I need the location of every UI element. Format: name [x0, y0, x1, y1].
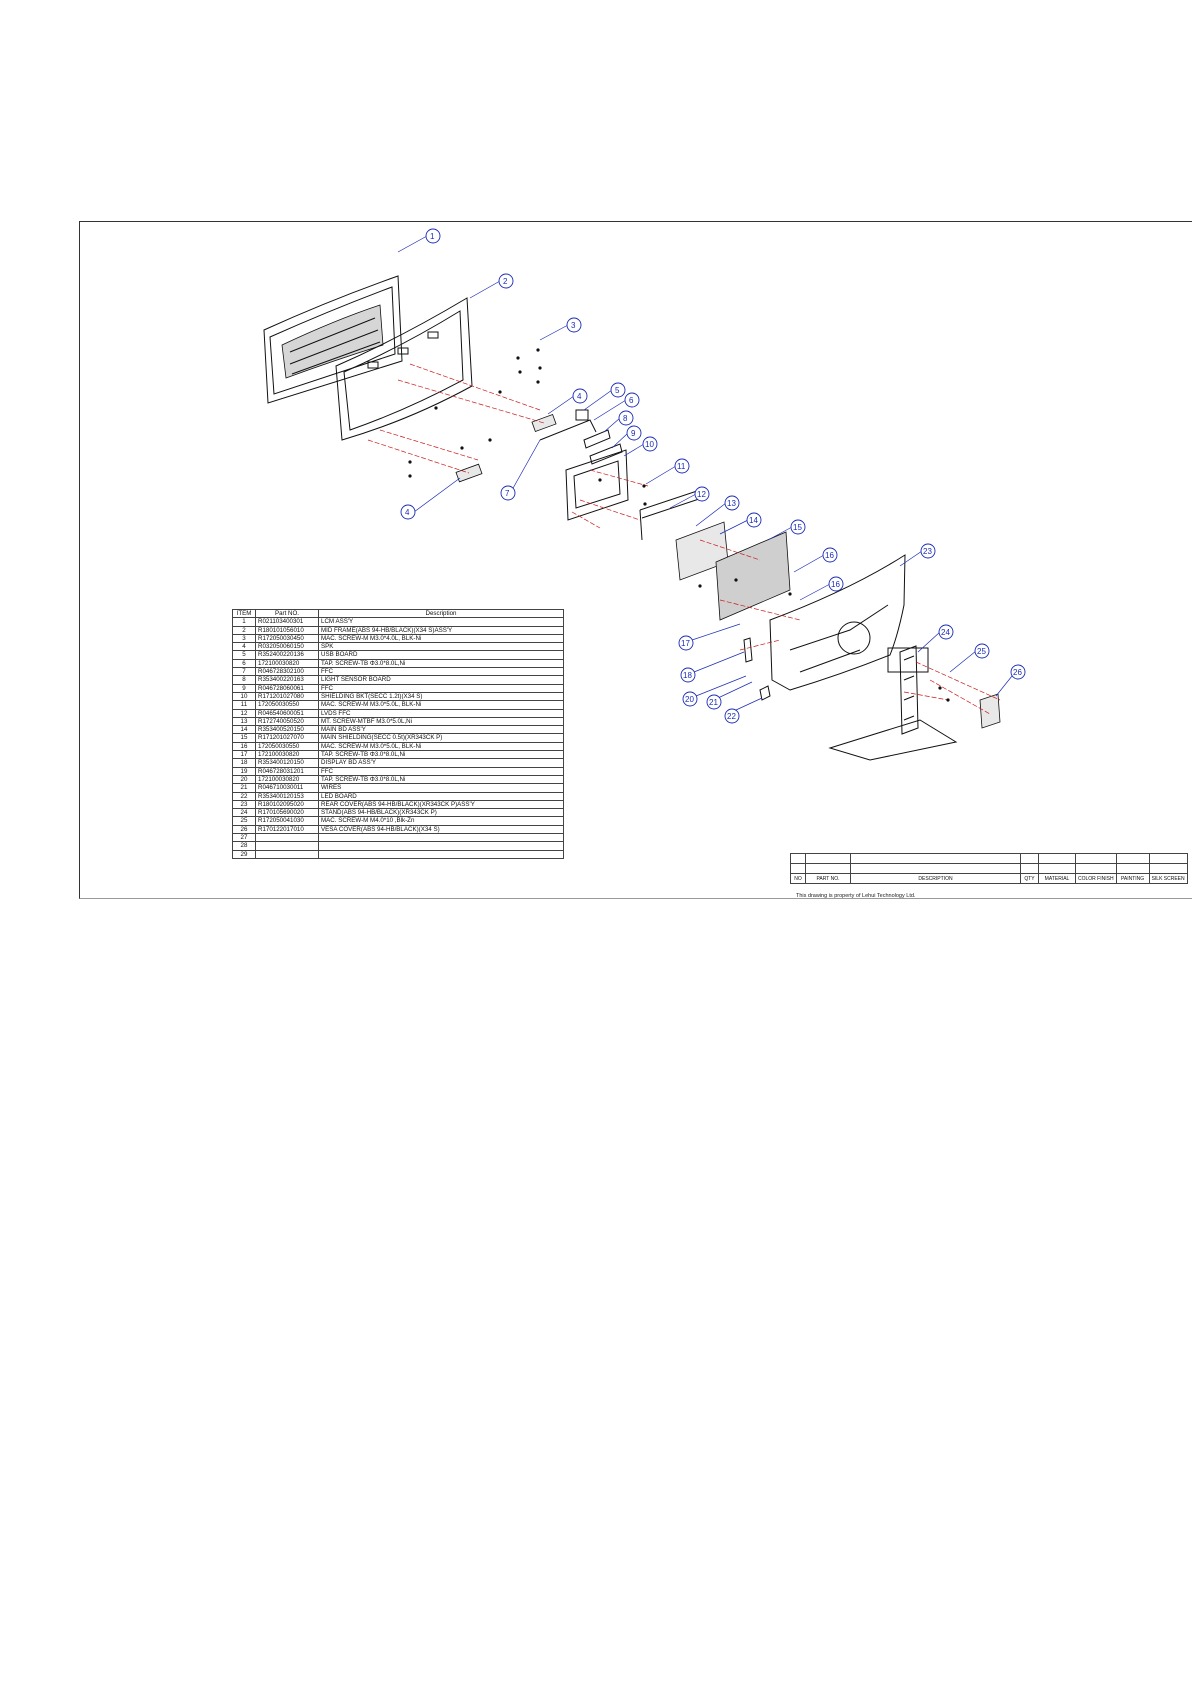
bom-description: MID FRAME(ABS 94-HB/BLACK)(X34 S)ASS'Y [319, 626, 564, 634]
bom-part-no: R353400520150 [256, 726, 319, 734]
svg-text:24: 24 [941, 628, 950, 637]
bom-part-no: R046728031201 [256, 767, 319, 775]
bom-item: 13 [233, 717, 256, 725]
svg-text:17: 17 [681, 639, 690, 648]
bom-row [233, 684, 564, 692]
svg-text:4: 4 [577, 392, 582, 401]
bom-row [233, 759, 564, 767]
bom-part-no: R046728060061 [256, 684, 319, 692]
bom-description: REAR COVER(ABS 94-HB/BLACK)(XR343CK P)ASS'Y [319, 800, 564, 808]
svg-text:2: 2 [503, 277, 508, 286]
bom-row [233, 834, 564, 842]
bom-description: MT. SCREW-MTBF M3.0*5.0L,Ni [319, 717, 564, 725]
callout-2 [470, 274, 513, 298]
svg-text:10: 10 [645, 440, 654, 449]
bom-description: MAC. SCREW-M M4.0*10 ,Blk-Zn [319, 817, 564, 825]
tb-color-finish: COLOR FINISH [1076, 874, 1117, 884]
bom-row [233, 709, 564, 717]
bom-row [233, 850, 564, 858]
bom-item: 28 [233, 842, 256, 850]
bom-row [233, 817, 564, 825]
bom-item: 25 [233, 817, 256, 825]
bom-part-no [256, 834, 319, 842]
bom-item: 9 [233, 684, 256, 692]
title-block-header [791, 874, 1188, 884]
svg-text:20: 20 [685, 695, 694, 704]
bom-row [233, 742, 564, 750]
bom-description: TAP. SCREW-TB Φ3.0*8.0L,Ni [319, 775, 564, 783]
bom-row [233, 651, 564, 659]
bom-description: LVDS FFC [319, 709, 564, 717]
callout-17 [679, 624, 740, 650]
speaker-top [532, 415, 556, 432]
bom-part-no: R353400120150 [256, 759, 319, 767]
bom-row [233, 692, 564, 700]
bom-item: 19 [233, 767, 256, 775]
bom-part-no: R032050060150 [256, 643, 319, 651]
svg-text:18: 18 [683, 671, 692, 680]
bom-row [233, 701, 564, 709]
svg-text:11: 11 [677, 462, 686, 471]
bom-part-no: R046710030011 [256, 784, 319, 792]
bom-description: STAND(ABS 94-HB/BLACK)(XR343CK P) [319, 809, 564, 817]
bom-part-no: R046540600051 [256, 709, 319, 717]
bom-description [319, 834, 564, 842]
callout-4-bottom [401, 478, 460, 519]
bom-row [233, 659, 564, 667]
bom-item: 10 [233, 692, 256, 700]
callout-16-a [794, 548, 837, 572]
bom-part-no: 172050030550 [256, 742, 319, 750]
bom-part-no: R180102095020 [256, 800, 319, 808]
callout-22 [725, 698, 762, 723]
callout-10 [624, 437, 657, 456]
callout-18 [681, 652, 744, 682]
bom-item: 15 [233, 734, 256, 742]
bom-item: 11 [233, 701, 256, 709]
bom-description: FFC [319, 684, 564, 692]
callout-21 [707, 682, 752, 709]
bom-description: MAIN BD ASS'Y [319, 726, 564, 734]
bom-row [233, 618, 564, 626]
bom-item: 14 [233, 726, 256, 734]
bom-item: 29 [233, 850, 256, 858]
main-shielding [716, 532, 790, 620]
bom-description: LCM ASS'Y [319, 618, 564, 626]
svg-text:15: 15 [793, 523, 802, 532]
bom-item: 20 [233, 775, 256, 783]
bom-part-no: R046728302100 [256, 668, 319, 676]
bom-row [233, 626, 564, 634]
bom-item: 21 [233, 784, 256, 792]
bom-part-no: R170122017010 [256, 825, 319, 833]
bom-description: SHIELDING BKT(SECC 1.2t)(X34 S) [319, 692, 564, 700]
callout-1 [398, 229, 440, 252]
bom-item: 17 [233, 751, 256, 759]
svg-text:12: 12 [697, 490, 706, 499]
bom-description: TAP. SCREW-TB Φ3.0*8.0L,Ni [319, 751, 564, 759]
bom-item: 23 [233, 800, 256, 808]
bom-row [233, 767, 564, 775]
bom-part-no: 172100030820 [256, 659, 319, 667]
bom-part-no: R352400220136 [256, 651, 319, 659]
bom-description: MAC. SCREW-M M3.0*5.0L, BLK-Ni [319, 701, 564, 709]
rear-cover [770, 555, 905, 690]
bom-row [233, 734, 564, 742]
bom-row [233, 800, 564, 808]
bom-description: USB BOARD [319, 651, 564, 659]
bom-item: 12 [233, 709, 256, 717]
bom-part-no: 172050030550 [256, 701, 319, 709]
bom-item: 2 [233, 626, 256, 634]
callout-5 [584, 383, 625, 410]
svg-text:13: 13 [727, 499, 736, 508]
bom-row [233, 726, 564, 734]
callout-12 [670, 487, 709, 508]
bom-part-no [256, 850, 319, 858]
bom-item: 8 [233, 676, 256, 684]
stand [830, 646, 956, 760]
bom-part-no: R170105690020 [256, 809, 319, 817]
svg-text:9: 9 [631, 429, 636, 438]
callout-14 [720, 513, 761, 534]
bom-row [233, 775, 564, 783]
bom-row [233, 643, 564, 651]
callout-25 [950, 644, 989, 672]
lcm-panel [264, 276, 402, 403]
bom-description: WIRES [319, 784, 564, 792]
bom-header-part-no: Part NO. [256, 610, 319, 618]
bom-item: 1 [233, 618, 256, 626]
svg-text:26: 26 [1013, 668, 1022, 677]
bom-part-no: R180101056010 [256, 626, 319, 634]
bom-part-no [256, 842, 319, 850]
svg-text:3: 3 [571, 321, 576, 330]
tb-painting: PAINTING [1116, 874, 1149, 884]
tb-material: MATERIAL [1039, 874, 1076, 884]
light-sensor-board [584, 430, 610, 448]
bom-part-no: R353400120153 [256, 792, 319, 800]
tb-silk-screen: SILK SCREEN [1149, 874, 1187, 884]
bom-item: 16 [233, 742, 256, 750]
bom-item: 6 [233, 659, 256, 667]
bom-header-description: Description [319, 610, 564, 618]
callout-26 [996, 665, 1025, 696]
bom-part-no: R171201027080 [256, 692, 319, 700]
bom-part-no: R353400220163 [256, 676, 319, 684]
bom-item: 7 [233, 668, 256, 676]
shielding-bracket [566, 450, 628, 520]
callout-7 [501, 440, 540, 500]
bom-row [233, 668, 564, 676]
bom-item: 18 [233, 759, 256, 767]
bom-part-no: 172100030820 [256, 751, 319, 759]
callout-9 [612, 426, 641, 448]
lvds-ffc [640, 490, 702, 540]
bom-description [319, 842, 564, 850]
bom-item: 4 [233, 643, 256, 651]
bom-part-no: R172050041030 [256, 817, 319, 825]
bom-row [233, 634, 564, 642]
bom-description: SPK [319, 643, 564, 651]
bom-row [233, 842, 564, 850]
bom-item: 27 [233, 834, 256, 842]
bom-description [319, 850, 564, 858]
callout-11 [646, 459, 689, 484]
bom-row [233, 751, 564, 759]
bill-of-materials [232, 609, 564, 859]
svg-text:4: 4 [405, 508, 410, 517]
svg-text:16: 16 [825, 551, 834, 560]
tb-no: NO [791, 874, 806, 884]
bom-rows [233, 618, 564, 859]
svg-text:22: 22 [727, 712, 736, 721]
svg-text:7: 7 [505, 489, 510, 498]
tb-qty: QTY [1021, 874, 1039, 884]
bom-description: MAIN SHIELDING(SECC 0.5t)(XR343CK P) [319, 734, 564, 742]
svg-text:1: 1 [430, 232, 435, 241]
svg-text:5: 5 [615, 386, 620, 395]
bom-item: 22 [233, 792, 256, 800]
bom-description: LIGHT SENSOR BOARD [319, 676, 564, 684]
bom-description: VESA COVER(ABS 94-HB/BLACK)(X34 S) [319, 825, 564, 833]
bom-row [233, 792, 564, 800]
svg-text:23: 23 [923, 547, 932, 556]
bom-part-no: R171201027070 [256, 734, 319, 742]
bom-description: MAC. SCREW-M M3.0*4.0L, BLK-Ni [319, 634, 564, 642]
title-block [790, 853, 1188, 884]
bom-item: 3 [233, 634, 256, 642]
title-block-row [791, 864, 1188, 874]
bom-part-no: R021103400301 [256, 618, 319, 626]
svg-text:8: 8 [623, 414, 628, 423]
svg-text:21: 21 [709, 698, 718, 707]
svg-text:6: 6 [629, 396, 634, 405]
svg-text:16: 16 [831, 580, 840, 589]
bom-header-item: ITEM [233, 610, 256, 618]
svg-text:25: 25 [977, 647, 986, 656]
usb-board [576, 410, 588, 420]
bom-row [233, 676, 564, 684]
vesa-cover [980, 694, 1000, 728]
bom-part-no: R172050030450 [256, 634, 319, 642]
callout-16-b [800, 577, 843, 600]
bom-header [233, 610, 564, 618]
svg-text:14: 14 [749, 516, 758, 525]
tb-part-no: PART NO. [806, 874, 851, 884]
title-block-row [791, 854, 1188, 864]
bom-item: 26 [233, 825, 256, 833]
bom-row [233, 784, 564, 792]
display-board [744, 638, 752, 662]
bom-description: FFC [319, 767, 564, 775]
bom-item: 5 [233, 651, 256, 659]
bom-description: DISPLAY BD ASS'Y [319, 759, 564, 767]
callout-3 [540, 318, 581, 340]
tb-description: DESCRIPTION [851, 874, 1021, 884]
bom-row [233, 717, 564, 725]
bom-description: FFC [319, 668, 564, 676]
bom-description: LED BOARD [319, 792, 564, 800]
bom-description: TAP. SCREW-TB Φ3.0*8.0L,Ni [319, 659, 564, 667]
bom-description: MAC. SCREW-M M3.0*5.0L, BLK-Ni [319, 742, 564, 750]
bom-part-no: 172100030820 [256, 775, 319, 783]
bom-row [233, 825, 564, 833]
bom-row [233, 809, 564, 817]
bom-part-no: R172740050520 [256, 717, 319, 725]
bom-item: 24 [233, 809, 256, 817]
ownership-note: This drawing is property of Lehui Technology Ltd. [796, 893, 916, 899]
